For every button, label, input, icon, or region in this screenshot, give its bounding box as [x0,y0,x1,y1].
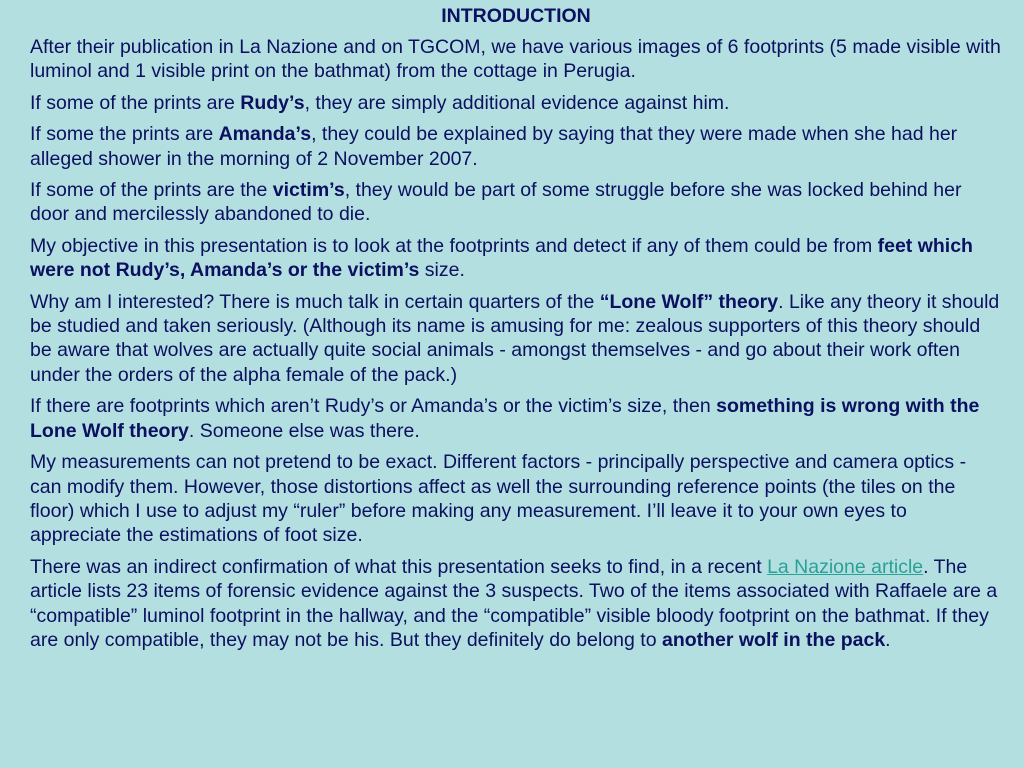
paragraph-text: If some of the prints are the [30,179,273,202]
paragraph-text: , they would be part of some struggle before she was locked behind her door and mercilessly abandoned to die. [30,179,962,226]
paragraph-text: size. [419,259,465,282]
emphasis-something-wrong: something is wrong with the Lone Wolf theory [30,395,980,442]
paragraph-text: If there are footprints which aren’t Rudy’s or Amanda’s or the victim’s size, then [30,395,717,418]
paragraph-text: , they could be explained by saying that they were made when she had her alleged shower in the morning of 2 November 2007. [30,123,958,170]
paragraph-measurements [30,450,1002,548]
emphasis-another-wolf: another wolf in the pack [661,628,886,651]
paragraph-text: Why am I interested? There is much talk in certain quarters of the [30,290,600,313]
emphasis-victims: victim’s [272,179,345,202]
paragraph-text: If some of the prints are [30,91,241,114]
paragraph-victim [30,178,1002,227]
paragraph-text: . Like any theory it should be studied and taken seriously. (Although its name is amusing for me: zealous supporters of this theory should be aware that wolves are actually quite social animals - amongst themselves - and go about their work often under the orders of the alpha female of the pack.) [30,290,1000,386]
paragraph-text: . [885,628,891,651]
paragraph-objective [30,234,1002,283]
emphasis-amandas: Amanda’s [218,123,312,146]
paragraph-amanda [30,122,1002,171]
paragraph-text: . The article lists 23 items of forensic evidence against the 3 suspects. Two of the items associated with Raffaele are a “compatible” luminol footprint in the hallway, and the “compatible” visible bloody footprint on the bathmat. If they are only compatible, they may not be his. But they definitely do belong to [30,555,998,651]
paragraph-rudy [30,91,1002,115]
paragraph-text: After their publication in La Nazione and on TGCOM, we have various images of 6 footprints (5 made visible with luminol and 1 visible print on the bathmat) from the cottage in Perugia. [30,36,1001,83]
emphasis-lone-wolf-theory: “Lone Wolf” theory [599,290,779,313]
paragraph-text: . Someone else was there. [188,419,420,442]
paragraph-text: If some the prints are [30,123,219,146]
slide-title: INTRODUCTION [441,5,591,27]
paragraph-text: , they are simply additional evidence against him. [304,91,730,114]
la-nazione-article-link[interactable]: La Nazione article [767,555,924,578]
paragraph-text: My measurements can not pretend to be exact. Different factors - principally perspective and camera optics - can modify them. However, those distortions affect as well the surrounding reference points (the tiles on the floor) which I use to adjust my “ruler” before making any measurement. I’ll leave it to your own eyes to appreciate the estimations of foot size. [30,451,967,547]
paragraph-lone-wolf [30,290,1002,388]
paragraph-text: My objective in this presentation is to look at the footprints and detect if any of them could be from [30,234,878,257]
emphasis-rudys: Rudy’s [240,91,305,114]
paragraph-conclusion [30,394,1002,443]
paragraph-publication [30,35,1002,84]
paragraph-text: There was an indirect confirmation of what this presentation seeks to find, in a recent [30,555,768,578]
emphasis-other-feet: feet which were not Rudy’s, Amanda’s or the victim’s [30,234,973,282]
paragraph-confirmation [30,555,1002,653]
